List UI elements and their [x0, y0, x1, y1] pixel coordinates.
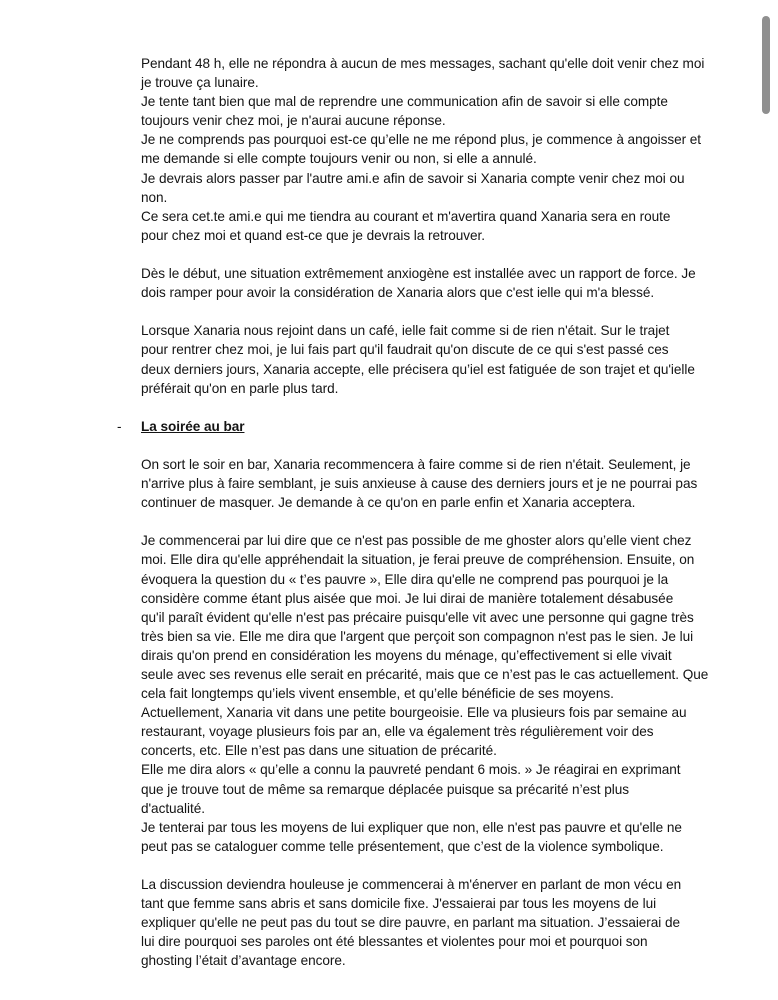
- paragraph-ghosting: [141, 54, 705, 245]
- text-line: peut pas se cataloguer comme telle présentement, que c’est de la violence symbolique.: [141, 838, 664, 854]
- text-line: Elle me dira alors « qu’elle a connu la pauvreté pendant 6 mois. » Je réagirai en exprimant: [141, 762, 681, 778]
- text-line: très bien sa vie. Elle me dira que l'argent que perçoit son compagnon n'est pas le sien. Je lui: [141, 628, 694, 644]
- text-line: Dès le début, une situation extrêmement anxiogène est installée avec un rapport de force. Je: [141, 266, 696, 282]
- text-line: préférait qu'on en parle plus tard.: [141, 380, 339, 396]
- text-line: pour chez moi et quand est-ce que je devrais la retrouver.: [141, 227, 485, 243]
- paragraph-spacer: [141, 302, 689, 321]
- text-line: pour rentrer chez moi, je lui fais part qu'il faudrait qu'on discute de ce qui s'est passé ces: [141, 342, 669, 358]
- paragraph-spacer: [141, 245, 689, 264]
- text-line: toujours venir chez moi, je n'aurai aucune réponse.: [141, 113, 446, 129]
- text-line: Je devrais alors passer par l'autre ami.e afin de savoir si Xanaria compte venir chez moi ou: [141, 170, 685, 186]
- text-line: Je tenterai par tous les moyens de lui expliquer que non, elle n'est pas pauvre et qu'elle ne: [141, 819, 682, 835]
- text-line: considère comme étant plus aisée que moi. Je lui dirai de manière totalement désabusée: [141, 590, 674, 606]
- text-line: Pendant 48 h, elle ne répondra à aucun de mes messages, sachant qu'elle doit venir chez moi: [141, 56, 705, 71]
- vertical-scrollbar[interactable]: [756, 0, 778, 1000]
- text-line: Je commencerai par lui dire que ce n'est pas possible de me ghoster alors qu’elle vient chez: [141, 533, 692, 549]
- text-line: ghosting l’était d’avantage encore.: [141, 953, 346, 969]
- text-line: concerts, etc. Elle n’est pas dans une situation de précarité.: [141, 743, 497, 759]
- list-bullet: -: [117, 418, 122, 434]
- text-line: évoquera la question du « t’es pauvre », Elle dira qu'elle ne comprend pas pourquoi je la: [141, 571, 669, 587]
- text-line: restaurant, voyage plusieurs fois par an, elle va également très régulièrement voir des: [141, 724, 654, 740]
- paragraph-rapport-de-force: [141, 264, 696, 302]
- text-line: n'arrive plus à faire semblant, je suis anxieuse à cause des derniers jours et je ne pourrai pas: [141, 476, 698, 492]
- text-line: tant que femme sans abris et sans domicile fixe. J'essaierai par tous les moyens de lui: [141, 896, 657, 912]
- text-line: expliquer qu'elle ne peut pas du tout se dire pauvre, en parlant ma situation. J’essaierai de: [141, 915, 681, 931]
- paragraph-spacer: [141, 436, 689, 455]
- text-line: cela fait longtemps qu’iels vivent ensemble, et qu’elle bénéficie de ses moyens.: [141, 686, 614, 702]
- text-line: d'actualité.: [141, 800, 205, 816]
- text-line: On sort le soir en bar, Xanaria recommencera à faire comme si de rien n'était. Seulement, je: [141, 456, 691, 472]
- section-heading: La soirée au bar: [141, 418, 245, 434]
- paragraph-houleuse: [141, 875, 689, 970]
- text-line: qu'il paraît évident qu'elle n'est pas précaire puisqu'elle vit avec une personne qui gagne très: [141, 609, 694, 625]
- text-line: Je ne comprends pas pourquoi est-ce qu’elle ne me répond plus, je commence à angoisser et: [141, 132, 702, 148]
- paragraph-spacer: [141, 512, 689, 531]
- paragraph-spacer: [141, 856, 689, 875]
- section-heading-item: [117, 417, 689, 436]
- text-line: lui dire pourquoi ses paroles ont été blessantes et violentes pour moi et pourquoi son: [141, 934, 648, 950]
- text-line: La discussion deviendra houleuse je commencerai à m'énerver en parlant de mon vécu en: [141, 877, 682, 893]
- text-line: seule avec ses revenus elle serait en précarité, mais que ce n’est pas le cas actuellement. Que: [141, 667, 709, 682]
- paragraph-cafe: [141, 321, 695, 397]
- text-line: que je trouve tout de même sa remarque déplacée puisque sa précarité n’est plus: [141, 781, 629, 797]
- text-line: moi. Elle dira qu'elle appréhendait la situation, je ferai preuve de compréhension. Ensuite, on: [141, 552, 695, 568]
- text-line: dois ramper pour avoir la considération de Xanaria alors que c'est ielle qui m'a blessé.: [141, 285, 655, 301]
- text-line: Lorsque Xanaria nous rejoint dans un café, ielle fait comme si de rien n'était. Sur le trajet: [141, 323, 670, 339]
- text-line: continuer de masquer. Je demande à ce qu'on en parle enfin et Xanaria acceptera.: [141, 495, 636, 511]
- paragraph-spacer: [141, 398, 689, 417]
- text-line: non.: [141, 189, 168, 205]
- document-body: [117, 54, 709, 971]
- text-line: Je tente tant bien que mal de reprendre une communication afin de savoir si elle compte: [141, 94, 668, 110]
- paragraph-discussion: [141, 531, 709, 856]
- text-line: deux derniers jours, Xanaria accepte, elle précisera qu’iel est fatiguée de son trajet et qu'ielle: [141, 361, 695, 377]
- text-line: dirais qu'on prend en considération les moyens du ménage, qu’effectivement si elle vivait: [141, 647, 672, 663]
- scrollbar-thumb[interactable]: [762, 16, 770, 114]
- text-line: Ce sera cet.te ami.e qui me tiendra au courant et m'avertira quand Xanaria sera en route: [141, 208, 671, 224]
- paragraph-bar: [141, 455, 698, 512]
- text-line: me demande si elle compte toujours venir ou non, si elle a annulé.: [141, 151, 537, 167]
- text-line: je trouve ça lunaire.: [141, 75, 259, 91]
- text-line: Actuellement, Xanaria vit dans une petite bourgeoisie. Elle va plusieurs fois par semaine au: [141, 705, 687, 721]
